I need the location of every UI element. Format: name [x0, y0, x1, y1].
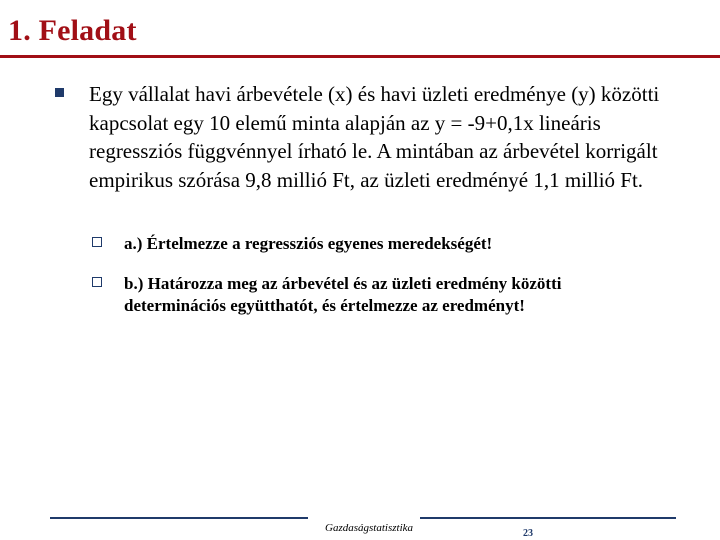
footer-divider-right: [420, 517, 676, 519]
slide-title: 1. Feladat: [8, 14, 137, 47]
hollow-square-bullet-icon: [92, 237, 102, 247]
title-divider: [0, 55, 720, 58]
task-description: Egy vállalat havi árbevétele (x) és havi üzleti eredménye (y) közötti kapcsolat egy 10 elemű minta alapján az y = -9+0,1x lineáris regressziós függvénnyel írható le. A mintában az árbevétel korrigált empirikus szórása 9,8 millió Ft, az üzleti eredményé 1,1 millió Ft.: [89, 82, 660, 192]
hollow-square-bullet-icon: [92, 277, 102, 287]
square-bullet-icon: [55, 88, 64, 97]
sub-question-a-text: a.) Értelmezze a regressziós egyenes meredekségét!: [124, 234, 493, 253]
footer-label: Gazdaságstatisztika: [325, 522, 414, 534]
footer-divider-left: [50, 517, 308, 519]
sub-question-b-text: b.) Határozza meg az árbevétel és az üzleti eredmény közötti determinációs együtthatót, és értelmezze az eredményt!: [124, 274, 562, 315]
page-number: 23: [523, 528, 533, 539]
